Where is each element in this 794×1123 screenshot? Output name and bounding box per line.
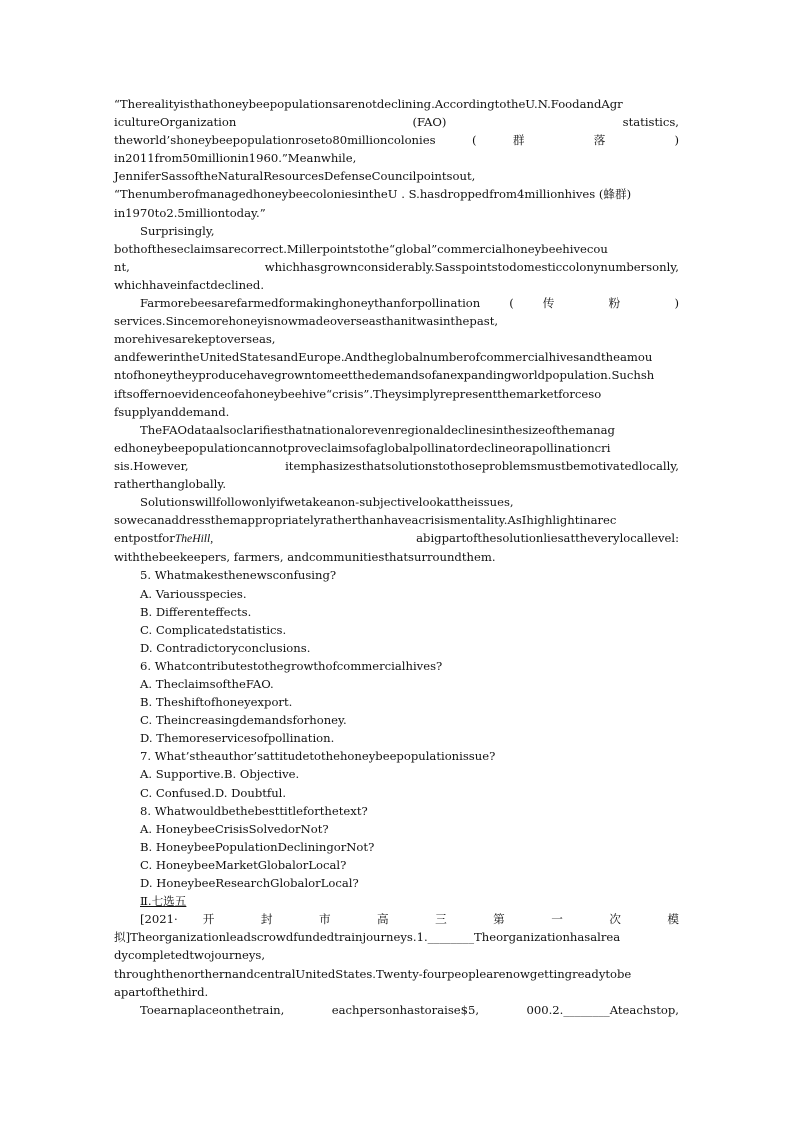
reading-passage — [114, 95, 679, 1019]
passage-line: services.Sincemorehoneyisnowmadeoverseasthanitwasinthepast, — [114, 314, 499, 329]
section-heading: Ⅱ.七选五 — [140, 894, 187, 909]
passage-line: Solutionswillfollowonlyifwetakeanon-subjectivelookattheissues, — [140, 495, 514, 510]
passage-line: “ThenumberofmanagedhoneybeecoloniesintheU . S.hasdroppedfrom4millionhives (蜂群) — [114, 187, 632, 202]
question-line: 7. What’stheauthor’sattitudetothehoneybeepopulationissue? — [140, 749, 496, 764]
section-line: throughthenorthernandcentralUnitedStates.Twenty-fourpeoplearenowgettingreadytobe — [114, 966, 632, 981]
section-line: dycompletedtwojourneys, — [114, 948, 266, 963]
passage-line: Farmorebeesarefarmedformakinghoneythanforpollination ( 传 粉 ) — [140, 296, 679, 311]
question-option: D. Themoreservicesofpollination. — [140, 731, 335, 746]
passage-line: JenniferSassoftheNaturalResourcesDefenseCouncilpointsout, — [114, 169, 476, 184]
question-line: 5. Whatmakesthenewsconfusing? — [140, 568, 337, 583]
passage-line: morehivesarekeptoverseas, — [114, 332, 276, 347]
passage-line: in2011from50millionin1960.”Meanwhile, — [114, 151, 357, 166]
passage-line: sowecanaddressthemappropriatelyratherthanhaveacrisismentality.AsIhighlightinarec — [114, 513, 617, 528]
question-option: A. Variousspecies. — [140, 586, 247, 601]
question-list — [114, 566, 679, 892]
question-option: A. TheclaimsoftheFAO. — [140, 677, 274, 691]
passage-text: abigpartofthesolutionliesattheverylocallevel: — [213, 531, 679, 546]
question-option: C. Confused.D. Doubtful. — [140, 785, 287, 800]
passage-line: TheFAOdataalsoclarifiesthatnationalorevenregionaldeclinesinthesizeofthemanag — [140, 422, 615, 437]
section-line: Toearnaplaceonthetrain, eachpersonhastoraise$5, 000.2.________Ateachstop, — [140, 1002, 679, 1017]
question-option: C. HoneybeeMarketGlobalorLocal? — [140, 857, 347, 872]
passage-line: theworld’shoneybeepopulationroseto80millioncolonies ( 群 落 ) — [114, 133, 679, 148]
section-line: [2021· 开 封 市 高 三 第 一 次 模 — [140, 912, 679, 927]
question-option: B. Differenteffects. — [140, 604, 252, 619]
question-option: C. Complicatedstatistics. — [140, 622, 287, 637]
question-option: B. HoneybeePopulationDecliningorNot? — [140, 839, 375, 854]
passage-line: withthebeekeepers, farmers, andcommunitiesthatsurroundthem. — [114, 550, 496, 565]
passage-line: bothoftheseclaimsarecorrect.Millerpointstothe“global”commercialhoneybeehivecou — [114, 241, 608, 256]
passage-line: andfewerintheUnitedStatesandEurope.Andtheglobalnumberofcommercialhivesandtheamou — [114, 350, 653, 365]
question-line: 8. Whatwouldbethebesttitleforthetext? — [140, 803, 368, 818]
question-option: A. Supportive.B. Objective. — [140, 767, 300, 782]
question-option: A. HoneybeeCrisisSolvedorNot? — [140, 821, 329, 836]
question-line: 6. Whatcontributestothegrowthofcommercialhives? — [140, 658, 443, 673]
publication-title: TheHill, — [174, 532, 214, 546]
passage-line: nt, whichhasgrownconsiderably.Sasspointstodomesticcolonynumbersonly, — [114, 259, 679, 274]
passage-line: “Therealityisthathoneybeepopulationsarenotdeclining.AccordingtotheU.N.FoodandAgr — [114, 97, 623, 111]
passage-line: sis.However, itemphasizesthatsolutionstothoseproblemsmustbemotivatedlocally, — [114, 458, 679, 473]
passage-line: Surprisingly, — [140, 223, 215, 238]
passage-line: whichhaveinfactdeclined. — [114, 277, 265, 292]
passage-line: ntofhoneytheyproducehavegrowntomeetthedemandsofanexpandingworldpopulation.Suchsh — [114, 368, 655, 383]
passage-line: iftsoffernoevidenceofahoneybeehive“crisis”.Theysimplyrepresentthemarketforceso — [114, 386, 602, 401]
passage-line — [114, 529, 679, 548]
question-option: C. Theincreasingdemandsforhoney. — [140, 713, 347, 728]
section-line: 拟]Theorganizationleadscrowdfundedtrainjourneys.1.________Theorganizationhasalrea — [114, 930, 621, 945]
section-line: apartofthethird. — [114, 984, 209, 999]
passage-line: in1970to2.5milliontoday.” — [114, 205, 266, 220]
question-option: D. Contradictoryconclusions. — [140, 640, 311, 655]
passage-line: edhoneybeepopulationcannotproveclaimsofaglobalpollinatordeclineorapollinationcri — [114, 440, 611, 455]
question-option: D. HoneybeeResearchGlobalorLocal? — [140, 876, 359, 891]
question-option: B. Theshiftofhoneyexport. — [140, 695, 293, 710]
passage-line: icultureOrganization (FAO) statistics, — [114, 115, 679, 130]
passage-line: fsupplyanddemand. — [114, 404, 230, 419]
passage-text: entpostfor — [114, 531, 175, 546]
passage-line: ratherthanglobally. — [114, 476, 227, 491]
